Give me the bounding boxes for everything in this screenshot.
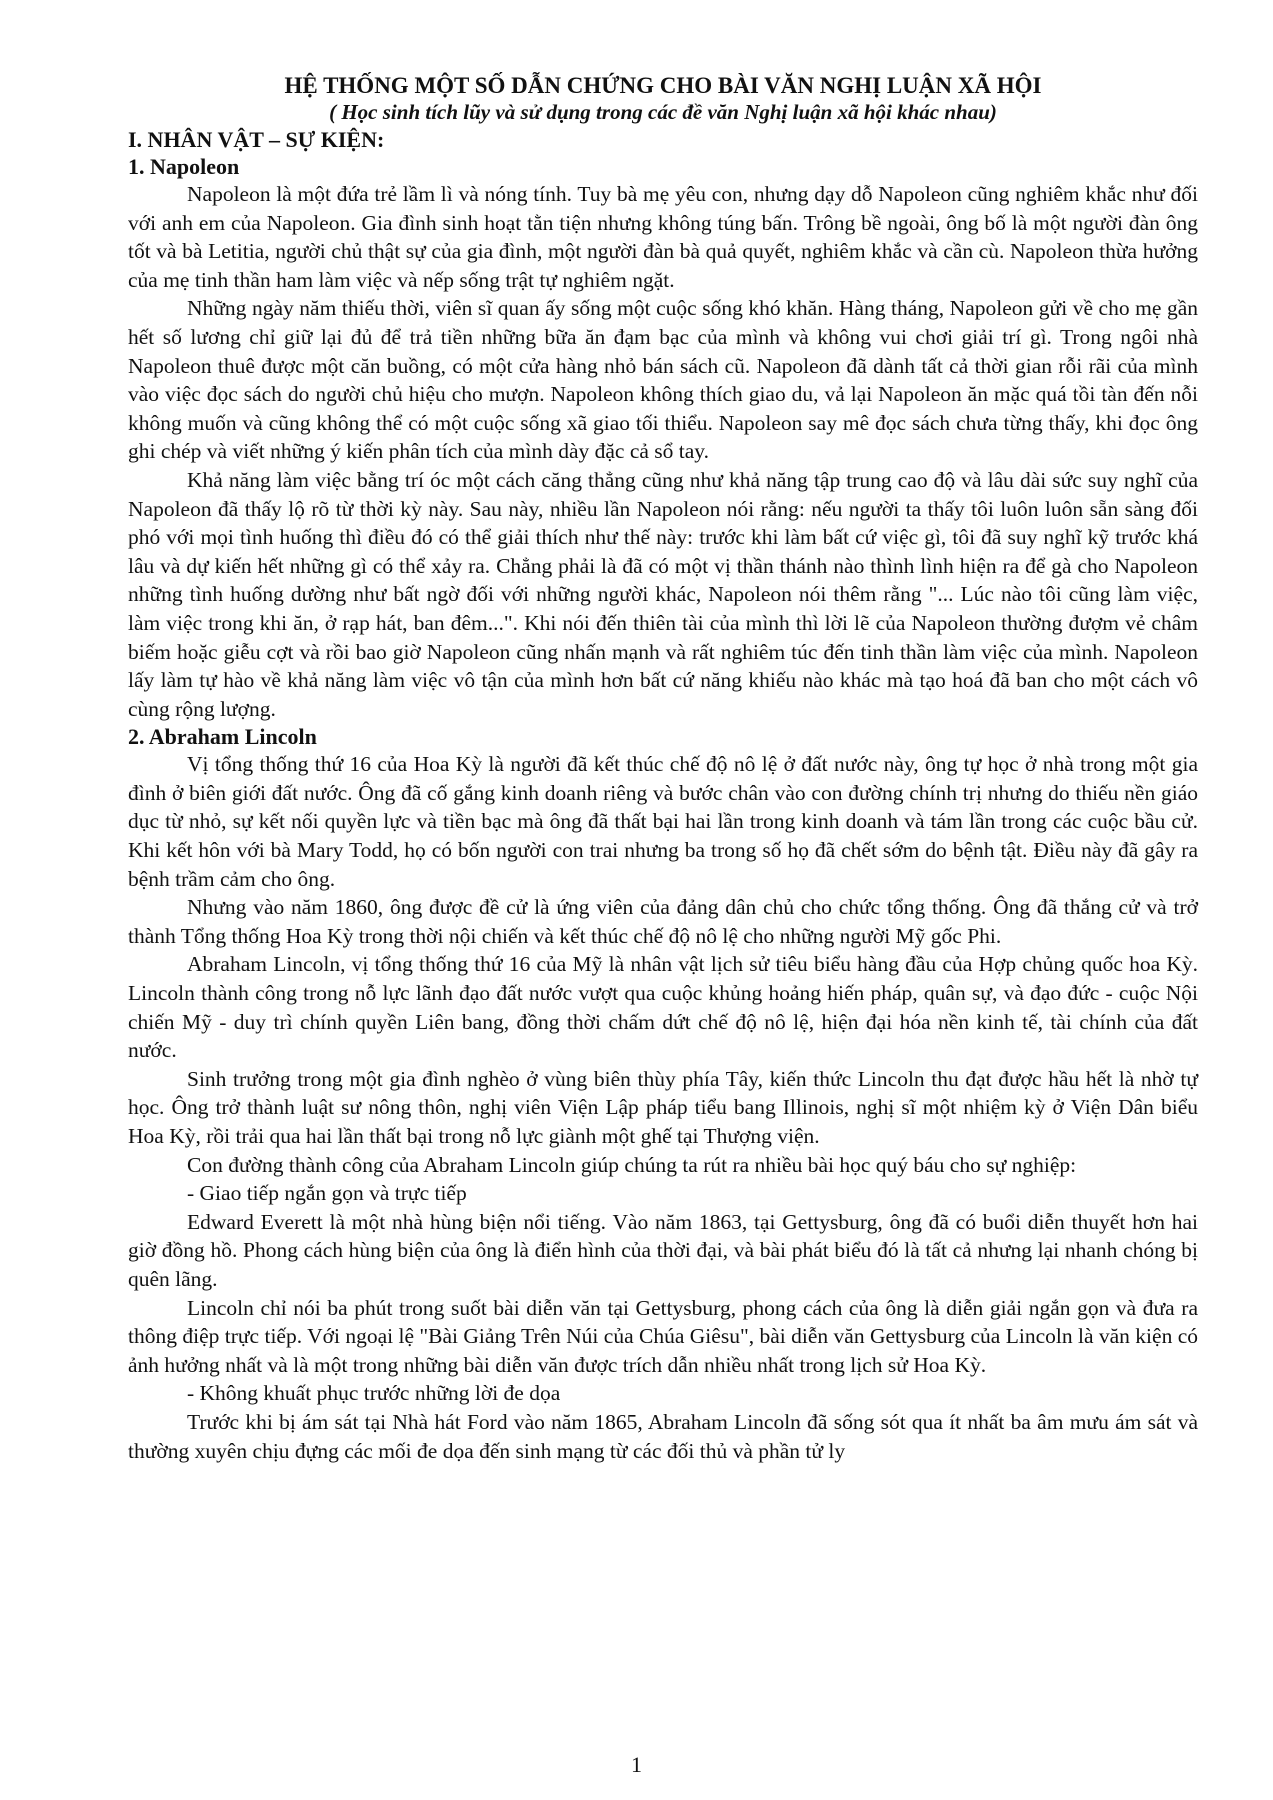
paragraph: Nhưng vào năm 1860, ông được đề cử là ứng viên của đảng dân chủ cho chức tổng thống. Ông đã thắng cử và trở thành Tổng thống Hoa Kỳ trong thời nội chiến và kết thúc chế độ nô lệ cho những người Mỹ gốc Phi. [128, 895, 1198, 948]
page-number: 1 [631, 1752, 642, 1777]
paragraph: Edward Everett là một nhà hùng biện nổi tiếng. Vào năm 1863, tại Gettysburg, ông đã có buổi diễn thuyết hơn hai giờ đồng hồ. Phong cách hùng biện của ông là điển hình của thời đại, và bài phát biểu đó là tất cả nhưng lại nhanh chóng bị quên lãng. [128, 1209, 1198, 1291]
paragraph: Abraham Lincoln, vị tổng thống thứ 16 của Mỹ là nhân vật lịch sử tiêu biểu hàng đầu của Hợp chủng quốc hoa Kỳ. Lincoln thành công trong nỗ lực lãnh đạo đất nước vượt qua cuộc khủng hoảng hiến pháp, quân sự, và đạo đức - cuộc Nội chiến Mỹ - duy trì chính quyền Liên bang, đồng thời chấm dứt chế độ nô lệ, hiện đại hóa nền kinh tế, tài chính của đất nước. [128, 952, 1198, 1063]
lincoln-heading: 2. Abraham Lincoln [128, 724, 317, 750]
paragraph: Napoleon là một đứa trẻ lầm lì và nóng tính. Tuy bà mẹ yêu con, nhưng dạy dỗ Napoleon cũng nghiêm khắc như đối với anh em của Napoleon. Gia đình sinh hoạt tằn tiện nhưng không túng bấn. Trông bề ngoài, ông bố là một người đàn ông tốt và bà Letitia, người chủ thật sự của gia đình, một người đàn bà quả quyết, nghiêm khắc và cần cù. Napoleon thừa hưởng của mẹ tinh thần ham làm việc và nếp sống trật tự nghiêm ngặt. [128, 182, 1198, 292]
document-title: HỆ THỐNG MỘT SỐ DẪN CHỨNG CHO BÀI VĂN NGHỊ LUẬN XÃ HỘI [284, 73, 1042, 98]
paragraph: Những ngày năm thiếu thời, viên sĩ quan ấy sống một cuộc sống khó khăn. Hàng tháng, Napoleon gửi về cho mẹ gần hết số lương chỉ giữ lại đủ để trả tiền những bữa ăn đạm bạc của mình và không vui chơi giải trí gì. Trong ngôi nhà Napoleon thuê được một căn buồng, có một cửa hàng nhỏ bán sách cũ. Napoleon đã dành tất cả thời gian rỗi rãi của mình vào việc đọc sách do người chủ hiệu cho mượn. Napoleon không thích giao du, vả lại Napoleon ăn mặc quá tồi tàn đến nỗi không muốn và cũng không thể có một cuộc sống xã giao tối thiểu. Napoleon say mê đọc sách chưa từng thấy, khi đọc ông ghi chép và viết những ý kiến phân tích của mình dày đặc cả sổ tay. [128, 296, 1198, 464]
document-subtitle: ( Học sinh tích lũy và sử dụng trong các đề văn Nghị luận xã hội khác nhau) [329, 100, 997, 124]
section-heading: I. NHÂN VẬT – SỰ KIỆN: [128, 127, 385, 152]
paragraph: Khả năng làm việc bằng trí óc một cách căng thẳng cũng như khả năng tập trung cao độ và lâu dài sức suy nghĩ của Napoleon đã thấy lộ rõ từ thời kỳ này. Sau này, nhiều lần Napoleon nói rằng: nếu người ta thấy tôi luôn luôn sẵn sàng đối phó với mọi tình huống thì điều đó có thể giải thích như thế này: trước khi làm bất cứ việc gì, tôi đã suy nghĩ kỹ trước khá lâu và dự kiến hết những gì có thể xảy ra. Chẳng phải là đã có một vị thần thánh nào thình lình hiện ra để gà cho Napoleon những tình huống dường như bất ngờ đối với những người khác, Napoleon nói thêm rằng "... Lúc nào tôi cũng làm việc, làm việc trong khi ăn, ở rạp hát, ban đêm...". Khi nói đến thiên tài của mình thì lời lẽ của Napoleon thường đượm vẻ châm biếm hoặc giễu cợt và rồi bao giờ Napoleon cũng nhấn mạnh và rất nghiêm túc đến tinh thần làm việc của mình. Napoleon lấy làm tự hào về khả năng làm việc vô tận của mình hơn bất cứ năng khiếu nào khác mà tạo hoá đã ban cho một cách vô cùng rộng lượng. [128, 467, 1198, 721]
paragraph: Trước khi bị ám sát tại Nhà hát Ford vào năm 1865, Abraham Lincoln đã sống sót qua ít nhất ba âm mưu ám sát và thường xuyên chịu đựng các mối đe dọa đến sinh mạng từ các đối thủ và phần tử ly [128, 1409, 1198, 1463]
page-content [128, 72, 1198, 1465]
paragraph: Con đường thành công của Abraham Lincoln giúp chúng ta rút ra nhiều bài học quý báu cho sự nghiệp: [187, 1152, 1077, 1177]
napoleon-heading: 1. Napoleon [128, 154, 240, 179]
paragraph: Vị tổng thống thứ 16 của Hoa Kỳ là người đã kết thúc chế độ nô lệ ở đất nước này, ông tự học ở nhà trong một gia đình ở biên giới đất nước. Ông đã cố gắng kinh doanh riêng và bước chân vào con đường chính trị nhưng do thiếu nền giáo dục từ nhỏ, sự kết nối quyền lực và tiền bạc mà ông đã thất bại hai lần trong kinh doanh và tám lần trong các cuộc bầu cử. Khi kết hôn với bà Mary Todd, họ có bốn người con trai nhưng ba trong số họ đã chết sớm do bệnh tật. Điều này đã gây ra bệnh trầm cảm cho ông. [128, 752, 1198, 891]
paragraph: Lincoln chỉ nói ba phút trong suốt bài diễn văn tại Gettysburg, phong cách của ông là diễn giải ngắn gọn và đưa ra thông điệp trực tiếp. Với ngoại lệ "Bài Giảng Trên Núi của Chúa Giêsu", bài diễn văn Gettysburg của Lincoln là văn kiện có ảnh hưởng nhất và là một trong những bài diễn văn được trích dẫn nhiều nhất trong lịch sử Hoa Kỳ. [128, 1295, 1198, 1377]
bullet-item: - Không khuất phục trước những lời đe dọa [187, 1381, 561, 1406]
bullet-item: - Giao tiếp ngắn gọn và trực tiếp [187, 1181, 467, 1206]
paragraph: Sinh trưởng trong một gia đình nghèo ở vùng biên thùy phía Tây, kiến thức Lincoln thu đạt được hầu hết là nhờ tự học. Ông trở thành luật sư nông thôn, nghị viên Viện Lập pháp tiểu bang Illinois, nghị sĩ một nhiệm kỳ ở Viện Dân biểu Hoa Kỳ, rồi trải qua hai lần thất bại trong nỗ lực giành một ghế tại Thượng viện. [128, 1066, 1198, 1148]
